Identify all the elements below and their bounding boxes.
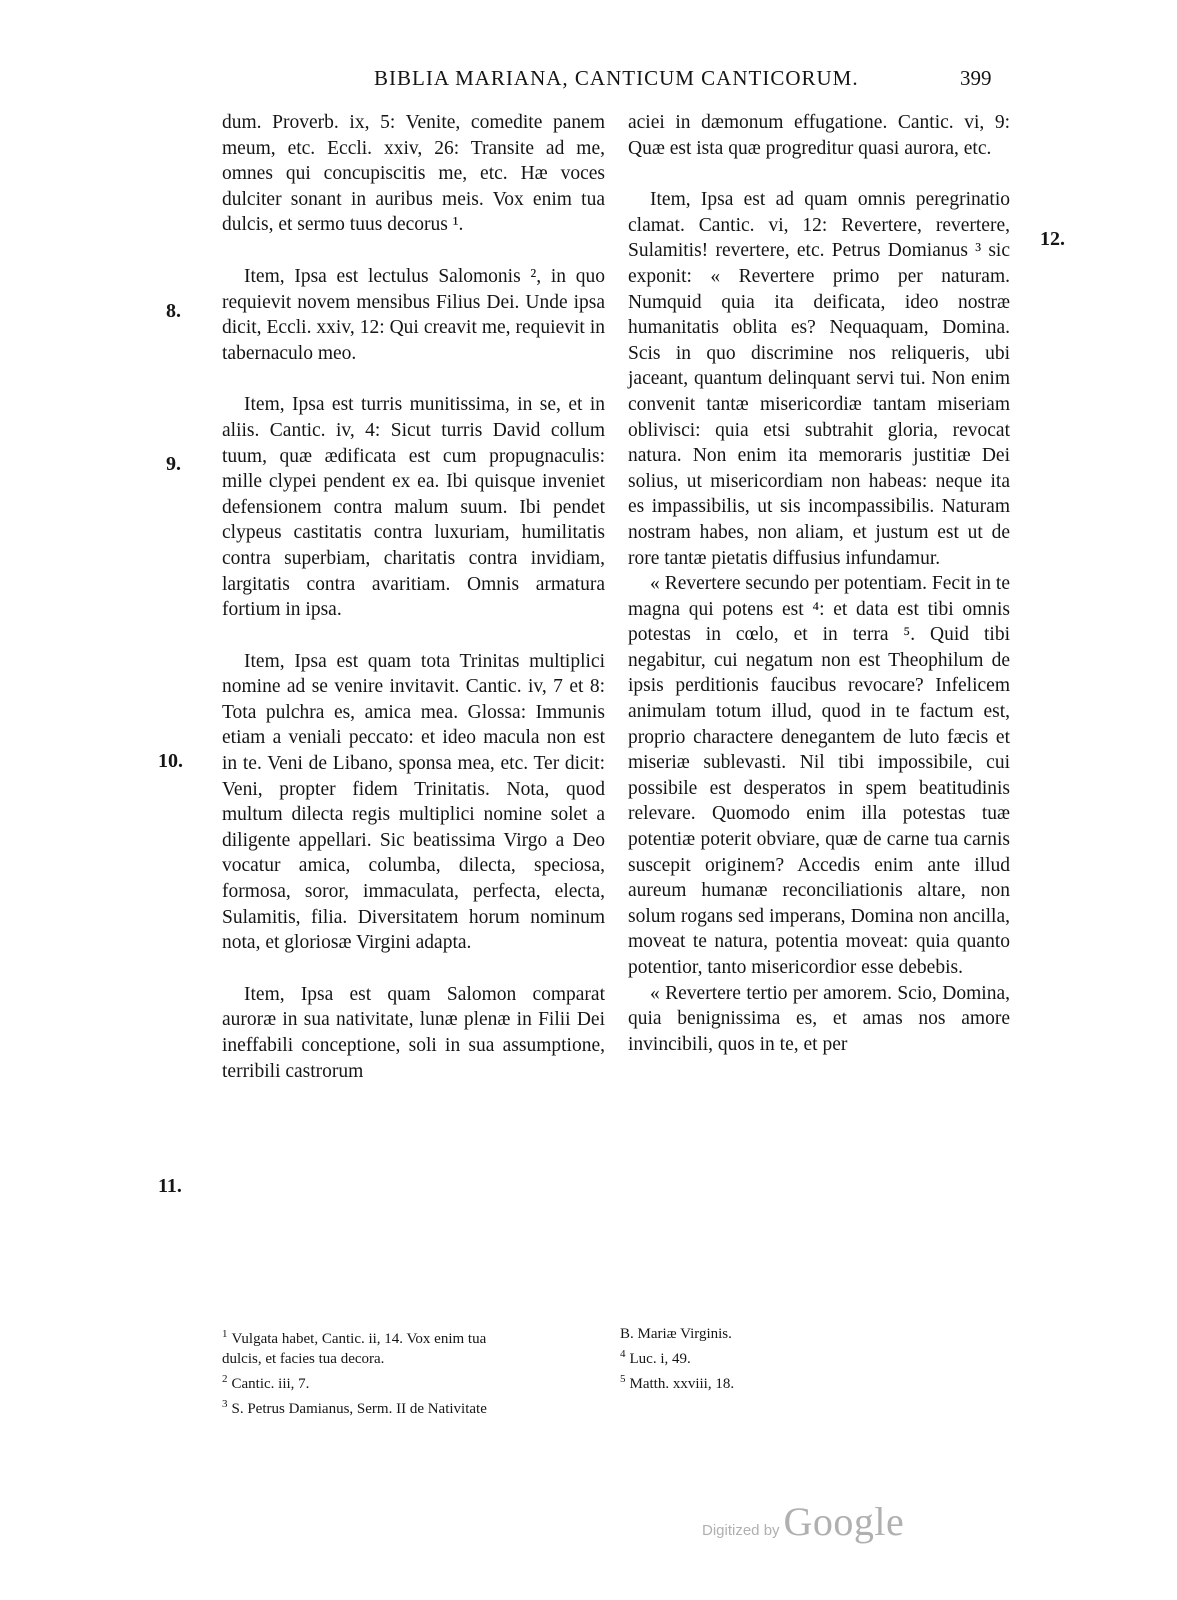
footnote (222, 1394, 602, 1419)
footnote (620, 1324, 1000, 1344)
paragraph: aciei in dæmonum effugatione. Cantic. vi, 9: Quæ est ista quæ progreditur quasi aurora, etc. (628, 112, 1010, 159)
footnote-text: Vulgata habet, Cantic. ii, 14. Vox enim tua (231, 1331, 487, 1347)
footnote (620, 1344, 1000, 1369)
footnote-mark: 1 (222, 1328, 228, 1340)
footnote (620, 1369, 1000, 1394)
footnote-mark: 2 (222, 1373, 228, 1385)
footnote-text: Matth. xxviii, 18. (629, 1376, 735, 1392)
section-number-11: 11. (158, 1175, 182, 1197)
right-text-column (628, 110, 1010, 1057)
footnote (222, 1349, 602, 1369)
footnote-text: B. Mariæ Virginis. (620, 1326, 732, 1342)
paragraph: Item, Ipsa est lectulus Salomonis ², in quo requievit novem mensibus Filius Dei. Unde ipsa dicit, Eccli. xxiv, 12: Qui creavit me, requievit in tabernaculo meo. (222, 265, 605, 364)
footnote-mark: 4 (620, 1348, 626, 1360)
section-number-9: 9. (166, 453, 181, 475)
paragraph: Item, Ipsa est turris munitissima, in se, et in aliis. Cantic. iv, 4: Sicut turris David collum tuum, quæ ædificata est cum propugnaculis: mille clypei pendent ex ea. Ibi quisque inveniet defensionem contra malum suum. Ibi pendet clypeus castitatis contra luxuriam, humilitatis contra superbiam, charitatis contra invidiam, largitatis contra avaritiam. Omnis armatura fortium in ipsa. (222, 394, 605, 621)
section-number-12: 12. (1040, 228, 1065, 250)
footnote-mark: 3 (222, 1398, 228, 1410)
paragraph: Item, Ipsa est quam tota Trinitas multiplici nomine ad se venire invitavit. Cantic. iv, 7 et 8: Tota pulchra es, amica mea. Glossa: Immunis etiam a veniali peccato: et ideo macula non est in te. Veni de Libano, sponsa mea, etc. Ter dicit: Veni, propter fidem Trinitatis. Nota, quod multum dilecta regis multiplici nomine solet a diligente appellari. Sic beatissima Virgo a Deo vocatur amica, columba, dilecta, speciosa, formosa, soror, immaculata, perfecta, electa, Sulamitis, filia. Diversitatem horum nominum nota, et gloriosæ Virgini adapta. (222, 650, 605, 954)
section-number-10: 10. (158, 750, 183, 772)
footnotes-left (222, 1324, 602, 1419)
footnotes-right (620, 1324, 1000, 1394)
paragraph: dum. Proverb. ix, 5: Venite, comedite panem meum, etc. Eccli. xxiv, 26: Transite ad me, omnes qui concupiscitis me, etc. Hæ voces dulciter sonant in auribus meis. Vox enim tua dulcis, et sermo tuus decorus ¹. (222, 112, 605, 236)
section-number-8: 8. (166, 300, 181, 322)
paragraph: Item, Ipsa est quam Salomon comparat auroræ in sua nativitate, lunæ plenæ in Filii Dei ineffabili conceptione, soli in sua assumptione, terribili castrorum (222, 983, 605, 1082)
footnote-text: S. Petrus Damianus, Serm. II de Nativitate (231, 1401, 487, 1417)
page-number: 399 (960, 66, 992, 90)
footnote (222, 1324, 602, 1349)
footnote (222, 1369, 602, 1394)
watermark-brand: Google (783, 1499, 905, 1544)
paragraph: « Revertere secundo per potentiam. Fecit in te magna qui potens est ⁴: et data est tibi omnis potestas in cœlo, et in terra ⁵. Quid tibi negabitur, cui negatum non est Theophilum de ipsis perditionis faucibus revocare? Infelicem animulam totum illud, quod in te factum est, proprio charactere denegantem de luto fæcis et miseriæ sublevasti. Nil tibi impossibile, cui possibile est desperatos in spem beatitudinis relevare. Quomodo enim illa potestas tuæ potentiæ poterit obviare, quæ de carne tua carnis suscepit originem? Accedis enim ante illud aureum humanæ reconciliationis altare, non solum rogans sed imperans, Domina non ancilla, moveat te natura, potentia moveat: quia quanto potentior, tanto misericordior esse debebis. (628, 573, 1010, 978)
digitized-watermark (702, 1498, 904, 1545)
left-text-column (222, 110, 605, 1084)
running-header-title: BIBLIA MARIANA, CANTICUM CANTICORUM. (374, 66, 859, 90)
footnote-mark: 5 (620, 1373, 626, 1385)
paragraph: « Revertere tertio per amorem. Scio, Domina, quia benignissima es, et amas nos amore invincibili, quos in te, et per (628, 982, 1010, 1055)
paragraph: Item, Ipsa est ad quam omnis peregrinatio clamat. Cantic. vi, 12: Revertere, revertere, Sulamitis! revertere, etc. Petrus Domianus ³ sic exponit: « Revertere primo per naturam. Numquid quia ita deificata, ideo nostræ humanitatis oblita es? Nequaquam, Domina. Scis in quo discrimine nos reliqueris, ubi jaceant, quantum delinquant servi tui. Non enim convenit tantæ misericordiæ tantam miseriam oblivisci: quia etsi subtrahit gloria, revocat natura. Non enim ita memoraris justitiæ Dei solius, ut misericordiam non habeas: neque ita es impassibilis, ut sis incompassibilis. Naturam nostram habes, non aliam, et justum est ut de rore tantæ pietatis diffusius infundamur. (628, 189, 1010, 569)
footnote-text: dulcis, et facies tua decora. (222, 1351, 385, 1367)
footnote-text: Cantic. iii, 7. (231, 1376, 310, 1392)
footnote-text: Luc. i, 49. (629, 1351, 691, 1367)
watermark-prefix: Digitized by (702, 1522, 780, 1539)
